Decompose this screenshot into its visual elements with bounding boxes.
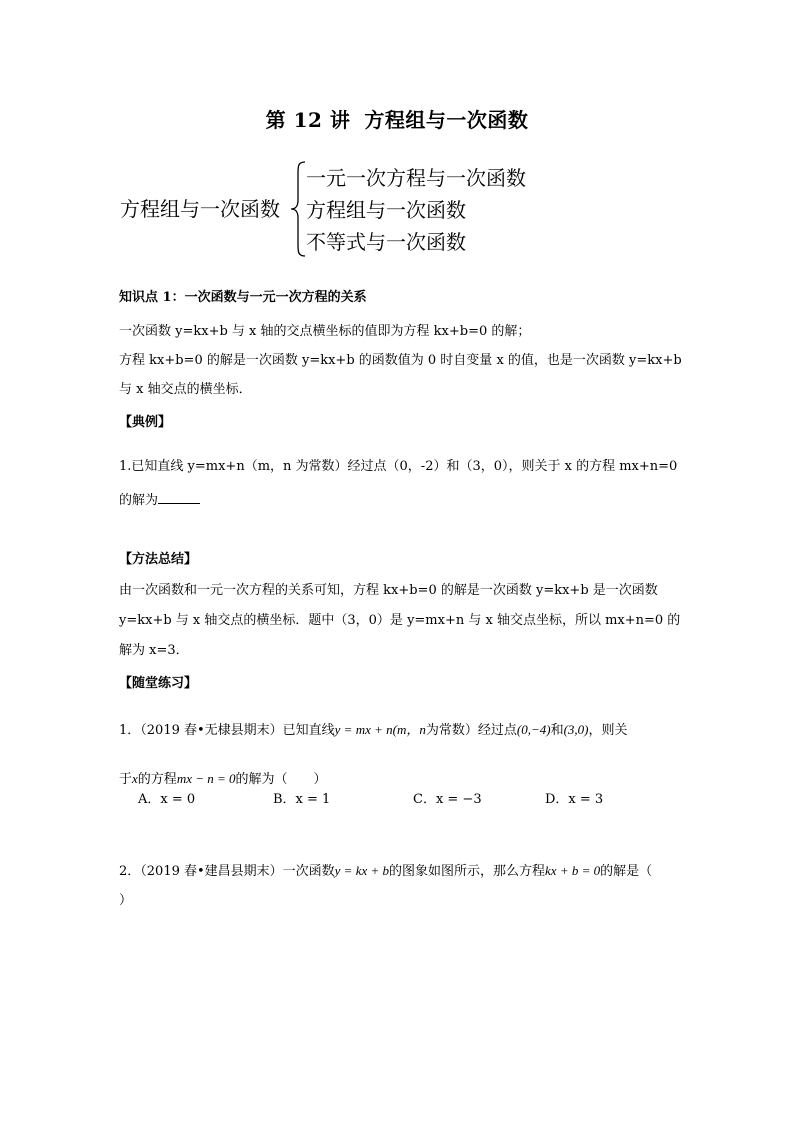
body-line: 由一次函数和一元一次方程的关系可知，方程 kx+b=0 的解是一次函数 y=kx+b 是一次函数 (119, 583, 658, 598)
body-line: y=kx+b 与 x 轴交点的横坐标．题中（3，0）是 y=mx+n 与 x 轴交点坐标，所以 mx+n=0 的 (119, 613, 681, 628)
answer-blank[interactable] (158, 489, 200, 504)
practice-question-2 (119, 856, 699, 915)
point: (0,−4) (516, 722, 551, 737)
knowledge-point-body (119, 317, 682, 404)
outline-item: 不等式与一次函数 (306, 230, 466, 254)
question-line: ） (119, 893, 133, 908)
practice-heading: 【随堂练习】 (119, 676, 198, 691)
outline-item: 一元一次方程与一次函数 (306, 166, 526, 190)
body-line: 一次函数 y=kx+b 与 x 轴的交点横坐标的值即为方程 kx+b=0 的解； (119, 324, 531, 339)
body-line: 解为 x=3． (119, 643, 189, 658)
example-heading: 【典例】 (119, 415, 172, 430)
example-answer-prompt: 的解为 (119, 493, 159, 508)
example-question-line: 1.已知直线 y=mx+n（m，n 为常数）经过点（0，-2）和（3，0），则关于 x 的方程 mx+n=0 (119, 459, 678, 474)
page-title (0, 104, 794, 133)
outline-item: 方程组与一次函数 (306, 198, 466, 222)
example-body (119, 450, 679, 518)
outline-items (306, 162, 526, 258)
question-line: 于x的方程mx − n = 0的解为（ ） (119, 771, 327, 787)
question-line: 1．（2019 春•无棣县期末）已知直线y = mx + n(m，n为常数）经过点(0,−4)和(3,0)，则关 (119, 722, 628, 738)
option-b[interactable]: B．x = 1 (273, 792, 331, 807)
example-question-line (119, 484, 679, 518)
equation: y = kx + b (334, 863, 390, 878)
body-line: 与 x 轴交点的横坐标． (119, 382, 252, 397)
outline-root: 方程组与一次函数 (120, 197, 280, 221)
body-line: 方程 kx+b=0 的解是一次函数 y=kx+b 的函数值为 0 时自变量 x 的值，也是一次函数 y=kx+b (119, 353, 682, 368)
topic-outline (120, 160, 560, 258)
lecture-topic: 方程组与一次函数 (364, 108, 529, 132)
option-d[interactable]: D．x = 3 (545, 792, 604, 807)
option-c[interactable]: C．x = −3 (413, 792, 482, 807)
lecture-number: 第 12 讲 (265, 108, 351, 132)
left-brace-icon (288, 160, 308, 258)
equation: mx − n = 0 (176, 771, 236, 786)
method-summary-body (119, 576, 679, 666)
option-a[interactable]: A．x = 0 (138, 792, 196, 807)
knowledge-point-heading: 知识点 1：一次函数与一元一次方程的关系 (119, 290, 367, 305)
method-summary-heading: 【方法总结】 (119, 552, 198, 567)
question-line: 2．（2019 春•建昌县期末）一次函数y = kx + b的图象如图所示，那么方程kx + b = 0的解是（ (119, 863, 653, 879)
equation: y = mx + n(m，n (334, 722, 426, 737)
equation: kx + b = 0 (545, 863, 601, 878)
point: (3,0) (563, 722, 589, 737)
